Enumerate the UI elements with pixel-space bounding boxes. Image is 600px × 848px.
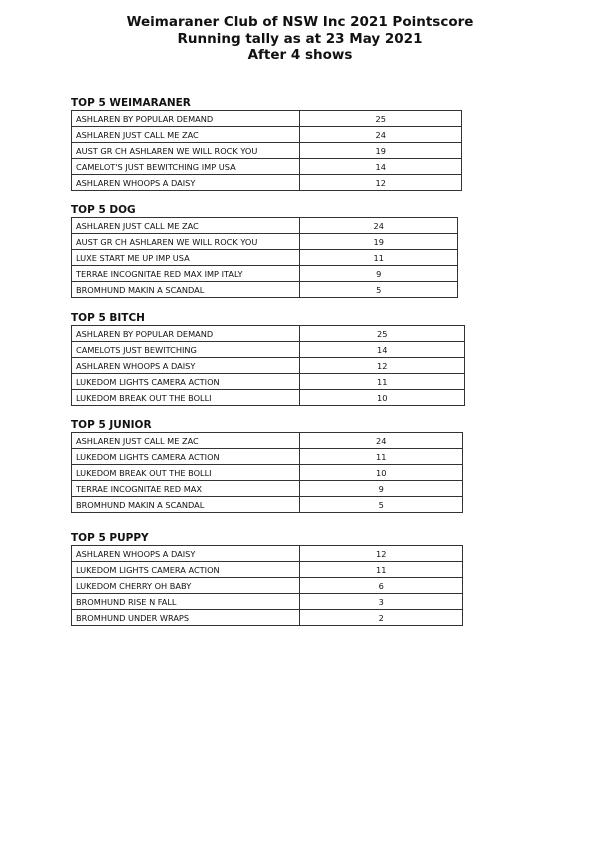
points-value: 14 bbox=[300, 159, 462, 175]
dog-name: BROMHUND MAKIN A SCANDAL bbox=[72, 282, 300, 298]
points-value: 19 bbox=[300, 234, 458, 250]
dog-name: LUKEDOM CHERRY OH BABY bbox=[72, 578, 300, 594]
dog-name: ASHLAREN BY POPULAR DEMAND bbox=[72, 326, 300, 342]
dog-name: LUKEDOM BREAK OUT THE BOLLI bbox=[72, 465, 300, 481]
table-row bbox=[72, 250, 458, 266]
dog-name: LUXE START ME UP IMP USA bbox=[72, 250, 300, 266]
section-top-5-junior bbox=[71, 419, 463, 513]
table-row bbox=[72, 562, 463, 578]
points-value: 12 bbox=[300, 175, 462, 191]
section-title: TOP 5 PUPPY bbox=[71, 532, 149, 544]
table-row bbox=[72, 282, 458, 298]
section-title: TOP 5 JUNIOR bbox=[71, 419, 152, 431]
section-title: TOP 5 DOG bbox=[71, 204, 136, 216]
points-value: 5 bbox=[300, 497, 463, 513]
table-row bbox=[72, 127, 462, 143]
points-table bbox=[71, 110, 462, 191]
points-value: 11 bbox=[300, 562, 463, 578]
points-value: 2 bbox=[300, 610, 463, 626]
dog-name: LUKEDOM LIGHTS CAMERA ACTION bbox=[72, 562, 300, 578]
table-row bbox=[72, 390, 465, 406]
dog-name: AUST GR CH ASHLAREN WE WILL ROCK YOU bbox=[72, 143, 300, 159]
points-value: 11 bbox=[300, 374, 465, 390]
table-row bbox=[72, 594, 463, 610]
section-top-5-bitch bbox=[71, 312, 465, 406]
points-value: 14 bbox=[300, 342, 465, 358]
table-row bbox=[72, 218, 458, 234]
table-row bbox=[72, 546, 463, 562]
dog-name: AUST GR CH ASHLAREN WE WILL ROCK YOU bbox=[72, 234, 300, 250]
dog-name: BROMHUND UNDER WRAPS bbox=[72, 610, 300, 626]
table-row bbox=[72, 111, 462, 127]
dog-name: BROMHUND RISE N FALL bbox=[72, 594, 300, 610]
points-value: 9 bbox=[300, 266, 458, 282]
dog-name: ASHLAREN WHOOPS A DAISY bbox=[72, 175, 300, 191]
dog-name: CAMELOTS JUST BEWITCHING bbox=[72, 342, 300, 358]
table-row bbox=[72, 578, 463, 594]
section-top-5-weimaraner bbox=[71, 97, 462, 191]
points-value: 11 bbox=[300, 250, 458, 266]
table-row bbox=[72, 481, 463, 497]
table-row bbox=[72, 159, 462, 175]
table-row bbox=[72, 234, 458, 250]
dog-name: LUKEDOM BREAK OUT THE BOLLI bbox=[72, 390, 300, 406]
points-value: 9 bbox=[300, 481, 463, 497]
dog-name: LUKEDOM LIGHTS CAMERA ACTION bbox=[72, 374, 300, 390]
table-row bbox=[72, 266, 458, 282]
points-table bbox=[71, 432, 463, 513]
dog-name: ASHLAREN WHOOPS A DAISY bbox=[72, 358, 300, 374]
table-row bbox=[72, 143, 462, 159]
table-row bbox=[72, 465, 463, 481]
points-value: 12 bbox=[300, 358, 465, 374]
points-table bbox=[71, 325, 465, 406]
points-value: 10 bbox=[300, 465, 463, 481]
points-table bbox=[71, 545, 463, 626]
dog-name: TERRAE INCOGNITAE RED MAX IMP ITALY bbox=[72, 266, 300, 282]
points-value: 3 bbox=[300, 594, 463, 610]
dog-name: ASHLAREN JUST CALL ME ZAC bbox=[72, 433, 300, 449]
document-title: Weimaraner Club of NSW Inc 2021 Pointscore bbox=[126, 14, 474, 30]
dog-name: CAMELOT'S JUST BEWITCHING IMP USA bbox=[72, 159, 300, 175]
points-value: 24 bbox=[300, 218, 458, 234]
section-top-5-puppy bbox=[71, 532, 463, 626]
table-row bbox=[72, 326, 465, 342]
document-subtitle: Running tally as at 23 May 2021 bbox=[177, 30, 423, 47]
document-header bbox=[0, 14, 600, 64]
table-row bbox=[72, 358, 465, 374]
dog-name: ASHLAREN WHOOPS A DAISY bbox=[72, 546, 300, 562]
table-row bbox=[72, 497, 463, 513]
dog-name: BROMHUND MAKIN A SCANDAL bbox=[72, 497, 300, 513]
points-value: 24 bbox=[300, 127, 462, 143]
points-value: 25 bbox=[300, 326, 465, 342]
table-row bbox=[72, 449, 463, 465]
points-value: 24 bbox=[300, 433, 463, 449]
table-row bbox=[72, 433, 463, 449]
points-value: 10 bbox=[300, 390, 465, 406]
table-row bbox=[72, 342, 465, 358]
points-value: 25 bbox=[300, 111, 462, 127]
section-title: TOP 5 WEIMARANER bbox=[71, 97, 191, 109]
points-value: 5 bbox=[300, 282, 458, 298]
dog-name: TERRAE INCOGNITAE RED MAX bbox=[72, 481, 300, 497]
points-value: 6 bbox=[300, 578, 463, 594]
points-value: 12 bbox=[300, 546, 463, 562]
points-value: 11 bbox=[300, 449, 463, 465]
dog-name: ASHLAREN JUST CALL ME ZAC bbox=[72, 218, 300, 234]
section-top-5-dog bbox=[71, 204, 458, 298]
table-row bbox=[72, 374, 465, 390]
points-value: 19 bbox=[300, 143, 462, 159]
table-row bbox=[72, 610, 463, 626]
dog-name: LUKEDOM LIGHTS CAMERA ACTION bbox=[72, 449, 300, 465]
table-row bbox=[72, 175, 462, 191]
section-title: TOP 5 BITCH bbox=[71, 312, 145, 324]
dog-name: ASHLAREN JUST CALL ME ZAC bbox=[72, 127, 300, 143]
dog-name: ASHLAREN BY POPULAR DEMAND bbox=[72, 111, 300, 127]
points-table bbox=[71, 217, 458, 298]
document-shows-count: After 4 shows bbox=[247, 47, 353, 63]
